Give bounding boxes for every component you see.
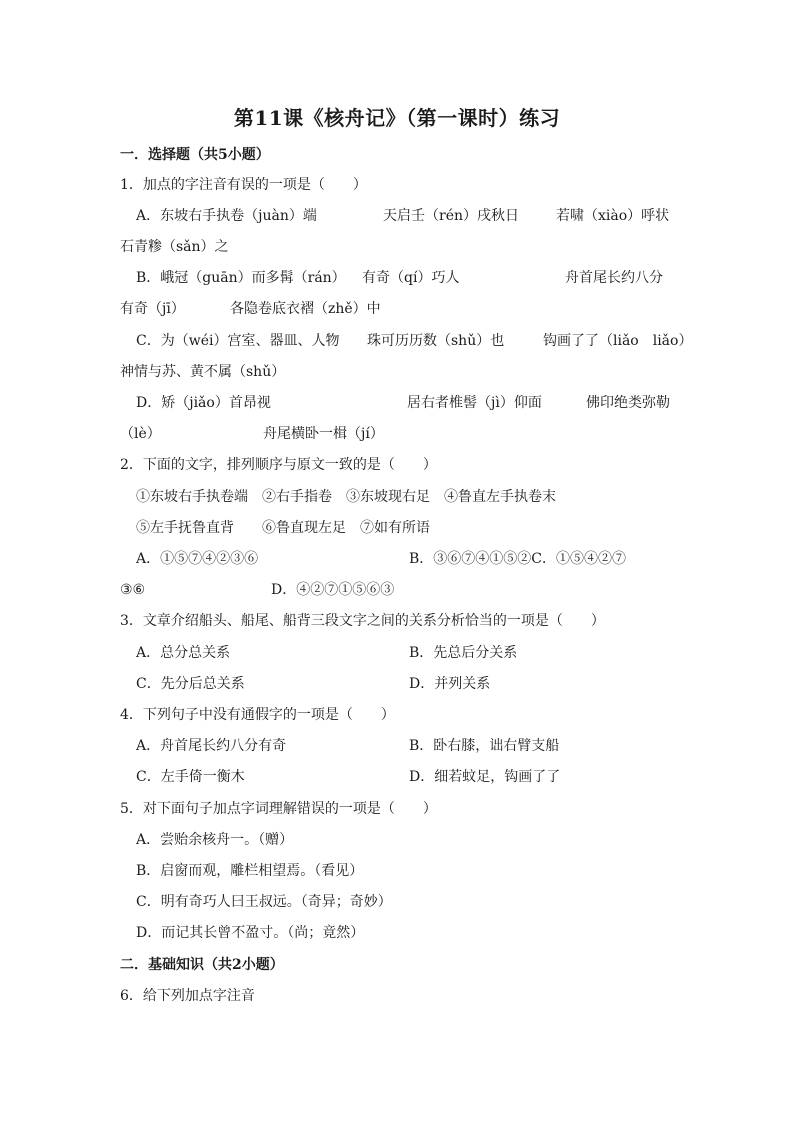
q4-option-a: A．舟首尾长约八分有奇 (136, 738, 287, 754)
page-title: 第11课《核舟记》（第一课时）练习 (233, 106, 561, 130)
q1-option-d-part4: （lè） (120, 426, 161, 442)
q5-option-d: D．而记其长曾不盈寸。（尚；竟然） (136, 925, 365, 941)
q2-option-b-c: B．③⑥⑦④①⑤②C．①⑤④②⑦ (409, 551, 626, 567)
q1-option-c-part1: C．为（wéi）宫室、器皿、人物 (136, 333, 340, 349)
question-4-stem: 4．下列句子中没有通假字的一项是（ ） (120, 707, 395, 723)
question-3-stem: 3．文章介绍船头、船尾、船背三段文字之间的关系分析恰当的一项是（ ） (120, 613, 605, 629)
question-1-stem: 1．加点的字注音有误的一项是（ ） (120, 177, 367, 193)
q1-option-b-part5: 各隐卷底衣褶（zhě）中 (230, 301, 381, 317)
q2-sequence-line-1: ①东坡右手执卷端 ②右手指卷 ③东坡现右足 ④鲁直左手执卷末 (136, 489, 556, 505)
q1-option-a-part3: 若啸（xiào）呼状 (556, 208, 670, 224)
q5-option-c: C．明有奇巧人曰王叔远。（奇异；奇妙） (136, 894, 392, 910)
q1-option-b-part3: 舟首尾长约八分 (565, 270, 663, 286)
q1-option-d-part1: D．矫（jiǎo）首昂视 (136, 395, 271, 411)
q1-option-d-part5: 舟尾横卧一楫（jí） (263, 426, 384, 442)
q4-option-d: D．细若蚊足，钩画了了 (409, 769, 561, 785)
q1-option-c-part4: 神情与苏、黄不属（shǔ） (120, 364, 286, 380)
q1-option-a-part4: 石青糁（sǎn）之 (120, 239, 229, 255)
section-heading-choice: 一．选择题（共5小题） (120, 147, 270, 163)
question-2-stem: 2．下面的文字，排列顺序与原文一致的是（ ） (120, 457, 437, 473)
q5-option-a: A．尝贻余核舟一。（赠） (136, 832, 294, 848)
q2-sequence-line-2: ⑤左手抚鲁直背 ⑥鲁直现左足 ⑦如有所语 (136, 520, 430, 536)
q1-option-d-part3: 佛印绝类弥勒 (586, 395, 670, 411)
question-6-stem: 6．给下列加点字注音 (120, 988, 255, 1004)
section-heading-basics: 二．基础知识（共2小题） (120, 957, 284, 973)
q1-option-a-part2: 天启壬（rén）戌秋日 (383, 208, 519, 224)
q1-option-b-part4: 有奇（jī） (120, 301, 185, 317)
q5-option-b: B．启窗而观，雕栏相望焉。（看见） (136, 863, 364, 879)
question-5-stem: 5．对下面句子加点字词理解错误的一项是（ ） (120, 801, 437, 817)
q2-option-a: A．①⑤⑦④②③⑥ (136, 551, 259, 567)
q1-option-c-part3: 钩画了了（liǎo liǎo） (543, 333, 693, 349)
q1-option-c-part2: 珠可历历数（shǔ）也 (367, 333, 505, 349)
q3-option-d: D．并列关系 (409, 676, 491, 692)
q3-option-c: C．先分后总关系 (136, 676, 245, 692)
q4-option-b: B．卧右膝，诎右臂支船 (409, 738, 560, 754)
q4-option-c: C．左手倚一衡木 (136, 769, 245, 785)
q1-option-b-part1: B．峨冠（guān）而多髯（rán） (136, 270, 346, 286)
q1-option-b-part2: 有奇（qí）巧人 (362, 270, 460, 286)
q2-option-d: D．④②⑦①⑤⑥③ (271, 582, 395, 598)
q3-option-b: B．先总后分关系 (409, 645, 518, 661)
q1-option-a-part1: A．东坡右手执卷（juàn）端 (136, 208, 317, 224)
q3-option-a: A．总分总关系 (136, 645, 231, 661)
q1-option-d-part2: 居右者椎髻（jì）仰面 (407, 395, 542, 411)
q2-option-c-continued: ③⑥ (120, 582, 146, 598)
